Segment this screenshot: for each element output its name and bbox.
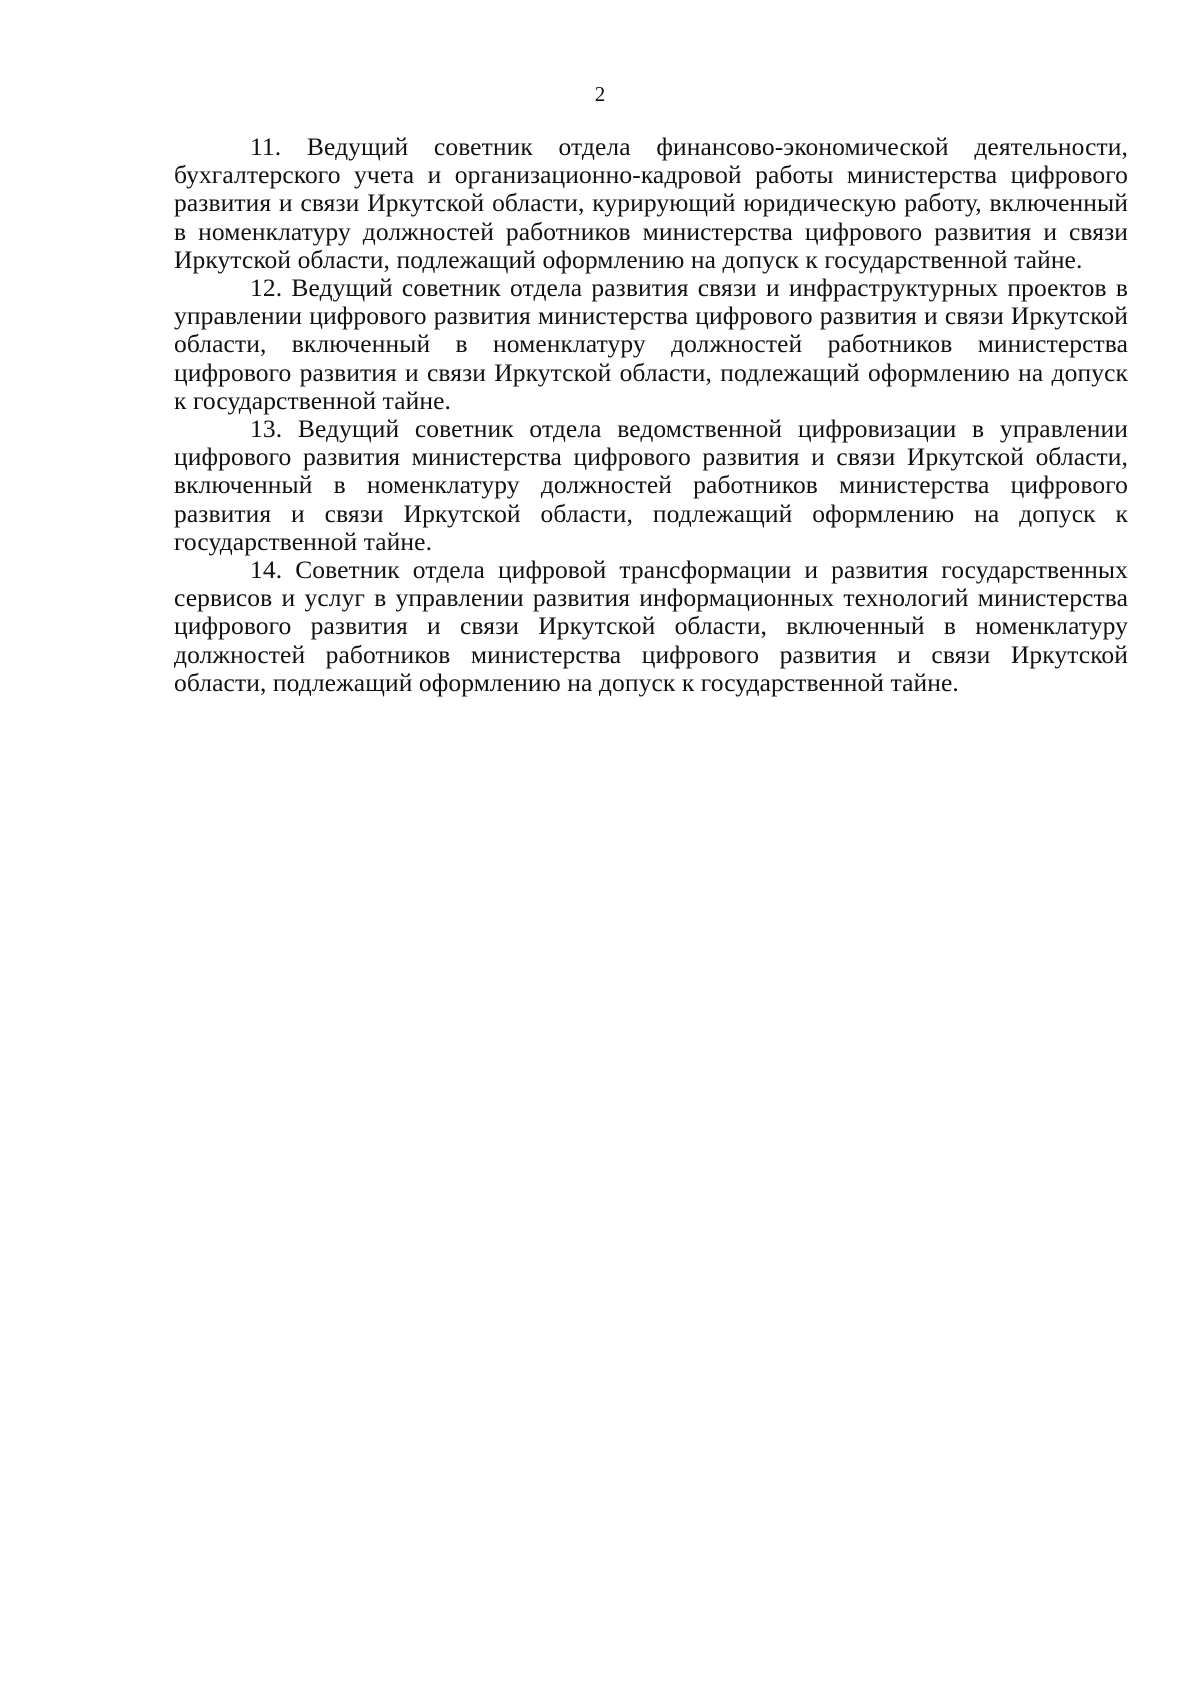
paragraph-11: 11. Ведущий советник отдела финансово-экономической деятельности, бухгалтерского учета и организационно-кадровой работы министерства цифрового развития и связи Иркутской области, курирующий юридическую работу, включенный в номенклатуру должностей работников министерства цифрового развития и связи Иркутской области, подлежащий оформлению на допуск к государственной тайне. [174, 132, 1128, 274]
paragraph-12: 12. Ведущий советник отдела развития связи и инфраструктурных проектов в управлении цифрового развития министерства цифрового развития и связи Иркутской области, включенный в номенклатуру должностей работников министерства цифрового развития и связи Иркутской области, подлежащий оформлению на допуск к государственной тайне. [174, 273, 1128, 415]
paragraph-13: 13. Ведущий советник отдела ведомственной цифровизации в управлении цифрового развития министерства цифрового развития и связи Иркутской области, включенный в номенклатуру должностей работников министерства цифрового развития и связи Иркутской области, подлежащий оформлению на допуск к государственной тайне. [174, 414, 1128, 556]
page-number: 2 [594, 82, 606, 106]
paragraph-14: 14. Советник отдела цифровой трансформации и развития государственных сервисов и услуг в управлении развития информационных технологий министерства цифрового развития и связи Иркутской области, включенный в номенклатуру должностей работников министерства цифрового развития и связи Иркутской области, подлежащий оформлению на допуск к государственной тайне. [174, 555, 1128, 697]
document-body [174, 133, 1128, 697]
